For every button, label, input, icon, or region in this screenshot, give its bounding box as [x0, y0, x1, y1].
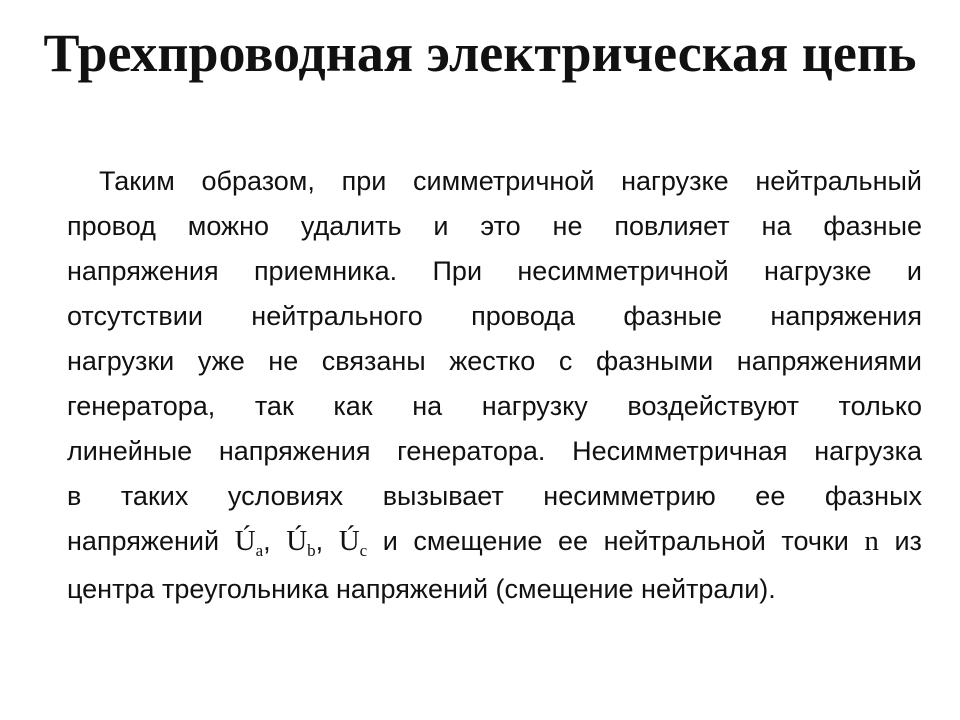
text-line-1-content: Таким образом, при симметричной нагрузке нейтральный: [99, 166, 922, 196]
separator-2: ,: [315, 526, 324, 556]
voltage-symbol-a: Ú: [234, 525, 256, 557]
neutral-point-name: n: [864, 525, 879, 557]
text-line-7: линейные напряжения генератора. Несимметричная нагрузка: [67, 436, 922, 466]
subscript-a: a: [255, 541, 264, 560]
formula-suffix: из: [894, 526, 922, 556]
separator-1: ,: [263, 526, 271, 556]
text-line-last: центра треугольника напряжений (смещение нейтрали).: [67, 574, 776, 604]
slide-body-text: [67, 159, 922, 612]
slide-title: Трехпроводная электрическая цепь: [43, 23, 917, 83]
subscript-c: c: [359, 541, 368, 560]
text-line-5: нагрузки уже не связаны жестко с фазными напряжениями: [67, 346, 922, 376]
text-line-1: [67, 159, 922, 204]
formula-prefix: напряжений: [67, 526, 220, 556]
subscript-b: b: [307, 541, 316, 560]
text-line-formula: [67, 519, 922, 567]
text-line-8: в таких условиях вызывает несимметрию ее фазных: [67, 481, 922, 511]
text-line-2: провод можно удалить и это не повлияет на фазные: [67, 211, 922, 241]
text-line-6: генератора, так как на нагрузку воздействуют только: [67, 391, 922, 421]
text-line-4: отсутствии нейтрального провода фазные напряжения: [67, 301, 922, 331]
formula-middle: и смещение ее нейтральной точки: [382, 526, 849, 556]
text-line-3: напряжения приемника. При несимметричной нагрузке и: [67, 256, 922, 286]
voltage-symbol-b: Ú: [286, 525, 308, 557]
voltage-symbol-c: Ú: [338, 525, 360, 557]
